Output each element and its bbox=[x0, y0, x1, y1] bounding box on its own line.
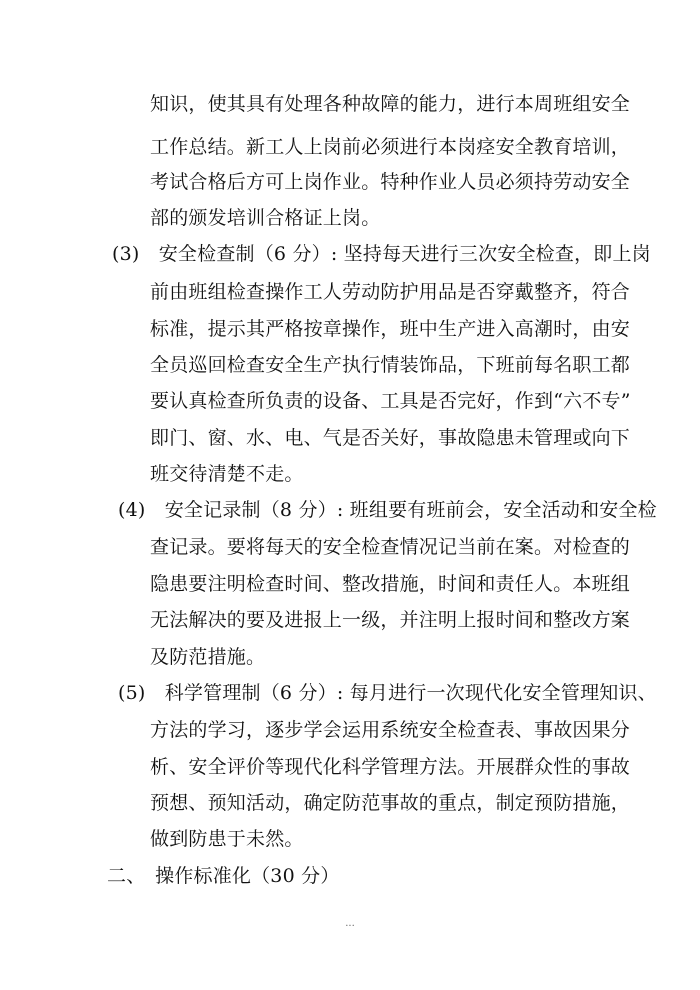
body-line: 部的颁发培训合格证上岗。 bbox=[150, 207, 381, 229]
body-line: 即门、窗、水、电、气是否关好，事故隐患未管理或向下 bbox=[150, 427, 631, 449]
clause-3-heading: (3) 安全检查制（6 分）: 坚持每天进行三次安全检查，即上岗 bbox=[112, 243, 651, 265]
body-line: 全员巡回检查安全生产执行情装饰品，下班前每名职工都 bbox=[150, 354, 631, 376]
body-line: 方法的学习，逐步学会运用系统安全检查表、事故因果分 bbox=[150, 719, 631, 741]
body-line: 析、安全评价等现代化科学管理方法。开展群众性的事故 bbox=[150, 756, 631, 778]
body-line: 标准，提示其严格按章操作，班中生产进入高潮时，由安 bbox=[150, 318, 631, 340]
clause-5-heading: (5) 科学管理制（6 分）: 每月进行一次现代化安全管理知识、 bbox=[118, 682, 657, 704]
page-footer: ... bbox=[345, 918, 355, 929]
body-line: 考试合格后方可上岗作业。特种作业人员必须持劳动安全 bbox=[150, 171, 631, 193]
body-line: 知识，使其具有处理各种故障的能力，进行本周班组安全 bbox=[150, 93, 631, 115]
body-line: 前由班组检查操作工人劳动防护用品是否穿戴整齐，符合 bbox=[150, 281, 631, 303]
body-line: 查记录。要将每天的安全检查情况记当前在案。对检查的 bbox=[150, 536, 631, 558]
body-line: 隐患要注明检查时间、整改措施，时间和责任人。本班组 bbox=[150, 573, 631, 595]
body-line: 工作总结。新工人上岗前必须进行本岗痉安全教育培训， bbox=[150, 136, 631, 158]
body-line: 要认真检查所负责的设备、工具是否完好，作到“六不专” bbox=[150, 390, 631, 412]
body-line: 预想、预知活动，确定防范事故的重点，制定预防措施， bbox=[150, 792, 631, 814]
body-line: 无法解决的要及进报上一级，并注明上报时间和整改方案 bbox=[150, 609, 631, 631]
section-heading: 二、 操作标准化（30 分） bbox=[107, 865, 340, 887]
body-line: 班交待清楚不走。 bbox=[150, 463, 304, 485]
body-line: 及防范措施。 bbox=[150, 646, 266, 668]
clause-4-heading: (4) 安全记录制（8 分）: 班组要有班前会，安全活动和安全检 bbox=[118, 499, 657, 521]
body-line: 做到防患于未然。 bbox=[150, 828, 304, 850]
